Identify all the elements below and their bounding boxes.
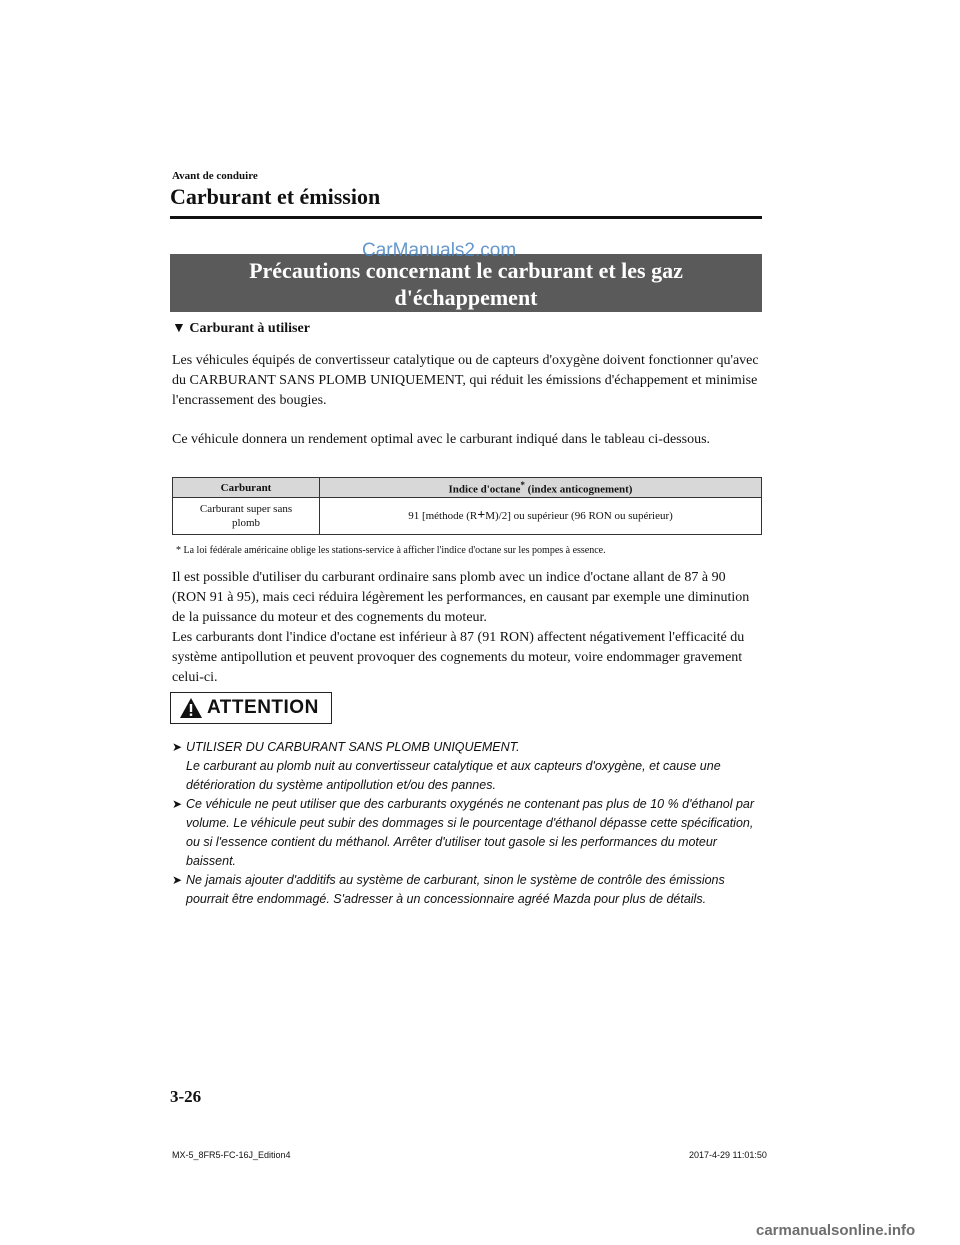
table-header-octane (320, 478, 762, 498)
footnote (176, 545, 606, 556)
warning-item-3 (172, 871, 762, 909)
banner-title-line-2: d'échappement (394, 285, 538, 310)
paragraph-octane-regular: Il est possible d'utiliser du carburant ordinaire sans plomb avec un indice d'octane allant de 87 à 90 (RON 91 à 95), mais ceci réduira légèrement les performances, en causant par exemple une diminution de la puissance du moteur et des cognements du moteur. (172, 570, 750, 625)
arrow-right-icon: ➤ (172, 873, 183, 887)
table-header-row (173, 478, 762, 498)
table-row (173, 498, 762, 535)
warning-triangle-icon (179, 697, 203, 719)
footnote-asterisk: * (176, 545, 181, 556)
plus-symbol: + (477, 508, 486, 523)
paragraph-fuel-requirement: Les véhicules équipés de convertisseur catalytique ou de capteurs d'oxygène doivent fonctionner qu'avec du CARBURANT SANS PLOMB UNIQUEMENT, qui réduit les émissions d'échappement et minimise l'encrassement des bougies. (172, 353, 759, 408)
warning-text: Ne jamais ajouter d'additifs au système de carburant, sinon le système de contrôle des émissions pourrait être endommagé. S'adresser à un concessionnaire agréé Mazda pour plus de détails. (186, 873, 725, 906)
footnote-text: La loi fédérale américaine oblige les stations-service à afficher l'indice d'octane sur les pompes à essence. (183, 545, 606, 556)
subsection-heading (172, 321, 310, 337)
warning-title: UTILISER DU CARBURANT SANS PLOMB UNIQUEMENT. (186, 740, 520, 754)
title-divider (170, 216, 762, 219)
watermark-top: CarManuals2.com (362, 240, 517, 261)
section-banner (170, 254, 762, 312)
warning-item-2 (172, 795, 762, 871)
arrow-right-icon: ➤ (172, 797, 183, 811)
table-cell-octane (320, 498, 762, 535)
fuel-type-text: Carburant super sans plomb (199, 503, 293, 529)
footer-edition: MX-5_8FR5-FC-16J_Edition4 (172, 1150, 291, 1160)
octane-table (172, 477, 762, 535)
banner-title-line-1: Précautions concernant le carburant et les gaz (249, 258, 683, 283)
octane-header-text: Indice d'octane (448, 483, 521, 496)
footnote-mark: * (520, 479, 525, 490)
attention-box (170, 692, 332, 724)
octane-value-prefix: 91 [méthode (R (408, 510, 478, 522)
octane-value-suffix: M)/2] ou supérieur (96 RON ou supérieur) (485, 510, 673, 522)
section-label: Avant de conduire (172, 170, 258, 182)
paragraph-octane-low: Les carburants dont l'indice d'octane est inférieur à 87 (91 RON) affectent négativement l'efficacité du système antipollution et peuvent provoquer des cognements du moteur, voire endommager gravement celui-ci. (172, 630, 745, 685)
octane-header-suffix: (index anticognement) (524, 483, 633, 496)
table-header-fuel: Carburant (173, 478, 320, 498)
subsection-heading-text: Carburant à utiliser (189, 321, 310, 336)
footer-timestamp: 2017-4-29 11:01:50 (689, 1150, 767, 1160)
watermark-bottom: carmanualsonline.info (756, 1222, 916, 1239)
triangle-down-icon: ▼ (172, 321, 186, 336)
paragraph-optimal-fuel: Ce véhicule donnera un rendement optimal avec le carburant indiqué dans le tableau ci-dessous. (172, 432, 711, 447)
attention-label: ATTENTION (207, 697, 319, 718)
warning-text: Ce véhicule ne peut utiliser que des carburants oxygénés ne contenant pas plus de 10 % d'éthanol par volume. Le véhicule peut subir des dommages si le pourcentage d'éthanol dépasse cette spécification, ou si l'essence contient du méthanol. Arrêter d'utiliser tout gasole si les performances du moteur baissent. (186, 797, 755, 868)
warning-text: Le carburant au plomb nuit au convertisseur catalytique et aux capteurs d'oxygène, et cause une détérioration du système antipollution et/ou des pannes. (186, 759, 721, 792)
chapter-title: Carburant et émission (170, 184, 381, 209)
warning-item-1 (172, 738, 762, 795)
paragraph-octane-info (172, 568, 762, 688)
page-number: 3-26 (170, 1087, 202, 1106)
table-cell-fuel (173, 498, 320, 535)
arrow-right-icon: ➤ (172, 740, 183, 754)
